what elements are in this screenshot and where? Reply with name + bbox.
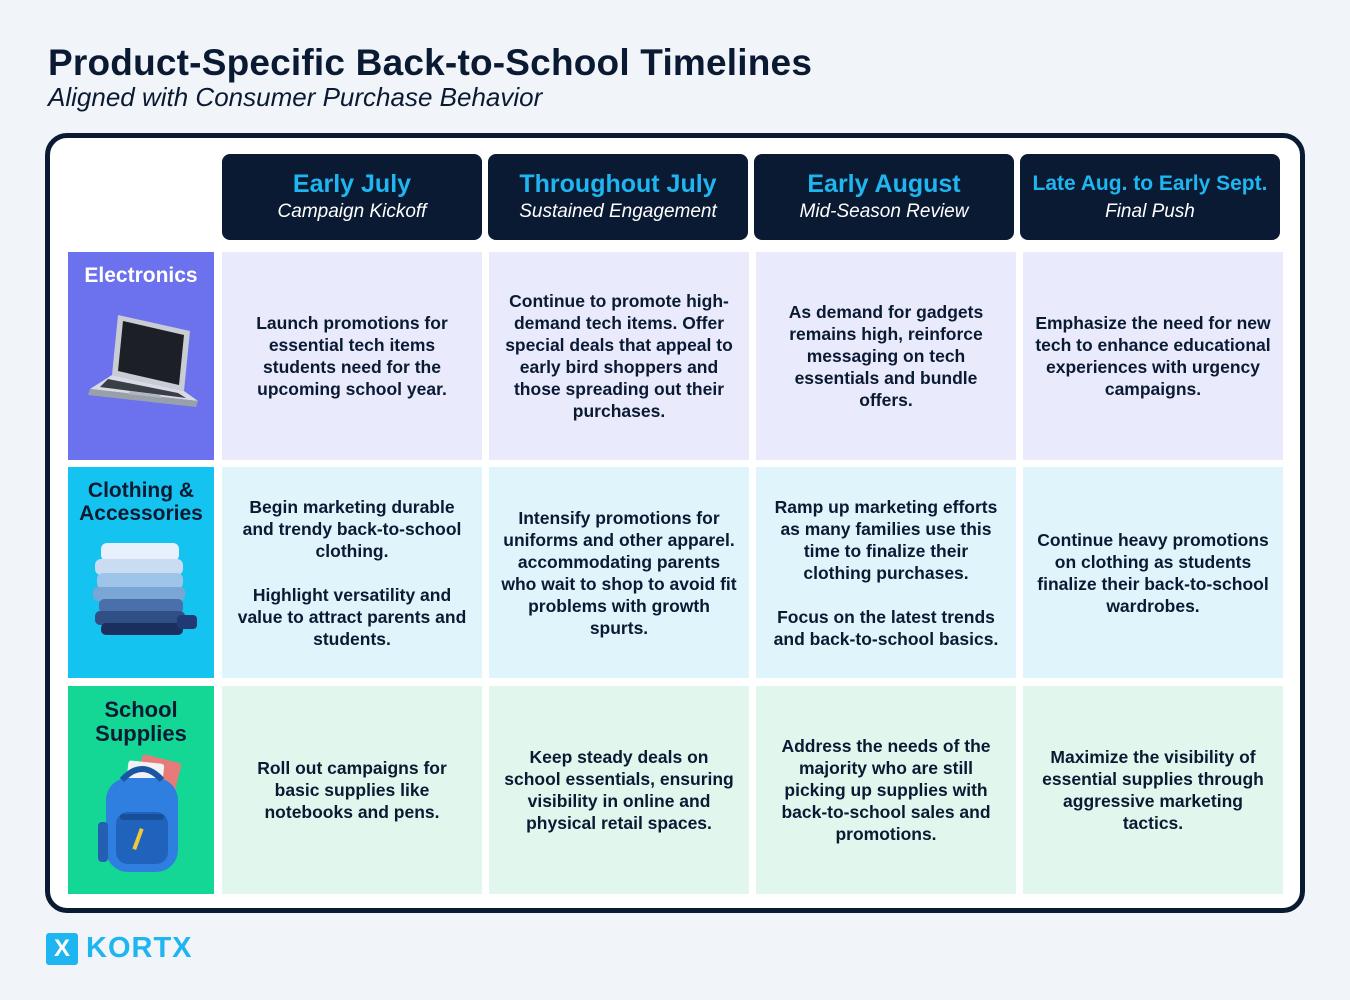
column-header-late-august [1020,154,1280,240]
laptop-icon [78,305,204,415]
column-heading: Throughout July [519,170,717,198]
brand-logo [46,932,193,965]
cell-clothing-late-august: Continue heavy promotions on clothing as students finalize their back-to-school wardrobes. [1023,467,1283,678]
column-heading: Early July [292,170,412,198]
column-header-early-july [222,154,482,240]
row-label-electronics [68,252,214,460]
cell-electronics-late-august: Emphasize the need for new tech to enhance educational experiences with urgency campaigns. [1023,252,1283,460]
brand-name: KORTX [86,932,193,964]
column-heading: Early August [807,170,961,198]
timeline-table [45,133,1305,913]
backpack-icon [86,752,196,876]
row-label-text: Clothing & Accessories [79,479,203,525]
column-header-throughout-july [488,154,748,240]
cell-supplies-throughout-july: Keep steady deals on school essentials, ensuring visibility in online and physical retail spaces. [489,686,749,894]
page-title: Product-Specific Back-to-School Timelines [48,42,813,83]
brand-mark-icon: X [46,933,78,965]
row-label-school-supplies [68,686,214,894]
cell-clothing-early-august: Ramp up marketing efforts as many families use this time to finalize their clothing purchases. Focus on the latest trends and back-to-school basics. [756,467,1016,678]
column-subheading: Final Push [1105,201,1195,222]
cell-clothing-early-july: Begin marketing durable and trendy back-to-school clothing. Highlight versatility and value to attract parents and students. [222,467,482,678]
row-label-text: School Supplies [95,697,187,746]
folded-clothes-icon [79,537,203,641]
page-subtitle: Aligned with Consumer Purchase Behavior [48,82,543,112]
cell-supplies-early-august: Address the needs of the majority who are still picking up supplies with back-to-school sales and promotions. [756,686,1016,894]
column-heading: Late Aug. to Early Sept. [1032,172,1268,195]
column-subheading: Sustained Engagement [519,201,717,222]
row-label-text: Electronics [84,264,198,287]
column-subheading: Mid-Season Review [799,201,969,222]
cell-electronics-throughout-july: Continue to promote high-demand tech items. Offer special deals that appeal to early bird shoppers and those spreading out their purchases. [489,252,749,460]
row-label-clothing [68,467,214,678]
cell-clothing-throughout-july: Intensify promotions for uniforms and other apparel. accommodating parents who wait to shop to avoid fit problems with growth spurts. [489,467,749,678]
cell-supplies-late-august: Maximize the visibility of essential supplies through aggressive marketing tactics. [1023,686,1283,894]
column-header-early-august [754,154,1014,240]
cell-supplies-early-july: Roll out campaigns for basic supplies like notebooks and pens. [222,686,482,894]
cell-electronics-early-july: Launch promotions for essential tech items students need for the upcoming school year. [222,252,482,460]
column-subheading: Campaign Kickoff [277,201,427,222]
cell-electronics-early-august: As demand for gadgets remains high, reinforce messaging on tech essentials and bundle offers. [756,252,1016,460]
